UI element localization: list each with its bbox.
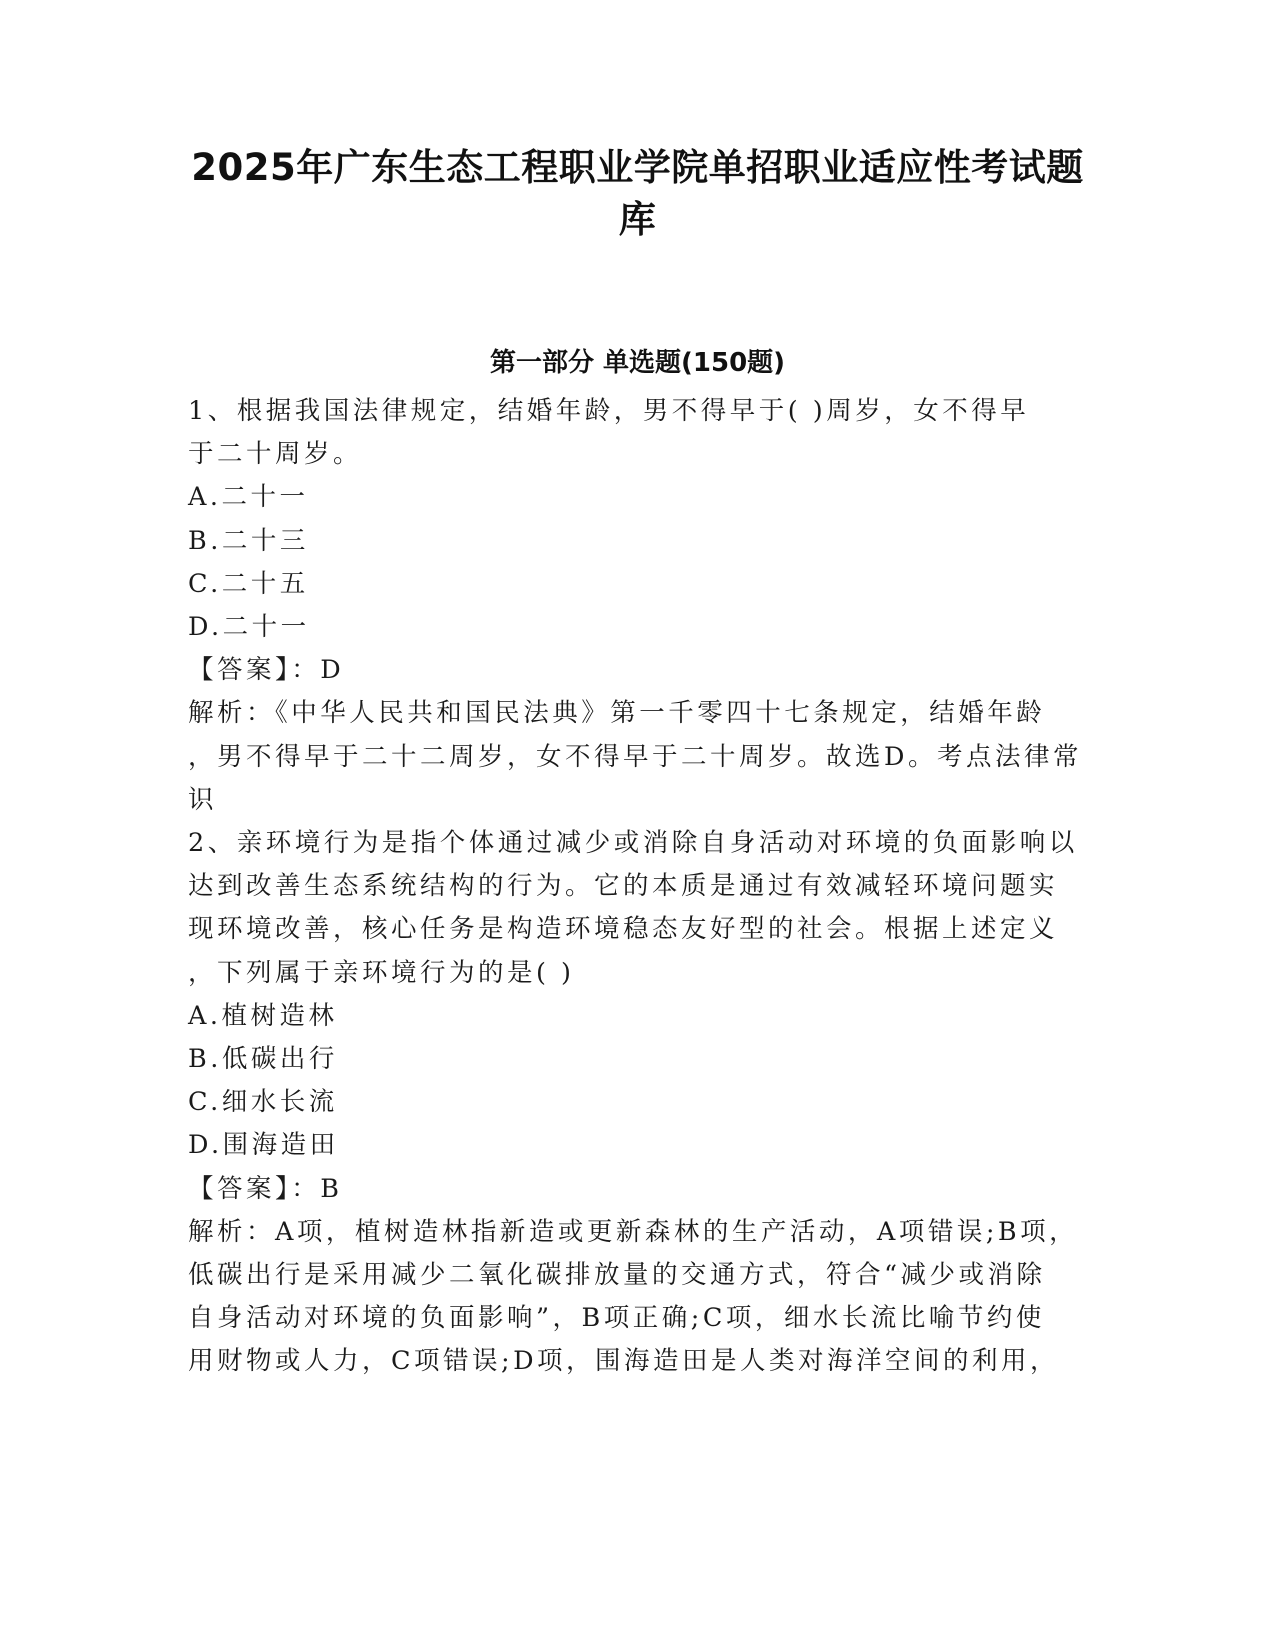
analysis-line: 用财物或人力，C项错误;D项，围海造田是人类对海洋空间的利用， [188, 1346, 1060, 1377]
option-b: B.低碳出行 [188, 1043, 338, 1074]
analysis-line: ，男不得早于二十二周岁，女不得早于二十周岁。故选D。考点法律常 [188, 741, 1082, 772]
document-title-line-2: 库 [618, 198, 657, 241]
section-heading: 第一部分 单选题(150题) [489, 348, 786, 378]
question-stem-line: 达到改善生态系统结构的行为。它的本质是通过有效减轻环境问题实 [188, 871, 1059, 902]
question-stem-line: 2、亲环境行为是指个体通过减少或消除自身活动对环境的负面影响以 [188, 828, 1078, 858]
option-c: C.二十五 [188, 568, 309, 599]
option-c: C.细水长流 [188, 1087, 338, 1118]
document-title [170, 142, 1105, 246]
answer-line: 【答案】：D [188, 655, 345, 686]
option-a: A.植树造林 [188, 1000, 338, 1031]
option-d: D.围海造田 [188, 1130, 339, 1161]
question-stem-line: 于二十周岁。 [188, 439, 363, 470]
analysis-line: 识 [188, 784, 218, 815]
question-stem-line: 1、根据我国法律规定，结婚年龄，男不得早于( )周岁，女不得早 [188, 396, 1030, 426]
option-d: D.二十一 [188, 611, 310, 642]
document-title-line-1: 2025年广东生态工程职业学院单招职业适应性考试题 [191, 146, 1084, 189]
option-a: A.二十一 [188, 482, 309, 513]
analysis-line: 自身活动对环境的负面影响”，B项正确;C项，细水长流比喻节约使 [188, 1303, 1045, 1334]
option-b: B.二十三 [188, 525, 309, 556]
analysis-line: 解析：A项，植树造林指新造或更新森林的生产活动，A项错误;B项， [188, 1216, 1079, 1247]
question-1 [188, 390, 1088, 822]
analysis-line: 解析：《中华人民共和国民法典》第一千零四十七条规定，结婚年龄 [188, 698, 1046, 729]
analysis-line: 低碳出行是采用减少二氧化碳排放量的交通方式，符合“减少或消除 [188, 1259, 1046, 1290]
question-2 [188, 822, 1088, 1383]
question-stem-line: ，下列属于亲环境行为的是( ) [188, 957, 575, 988]
question-stem-line: 现环境改善，核心任务是构造环境稳态友好型的社会。根据上述定义 [188, 914, 1059, 945]
answer-line: 【答案】：B [188, 1173, 343, 1204]
